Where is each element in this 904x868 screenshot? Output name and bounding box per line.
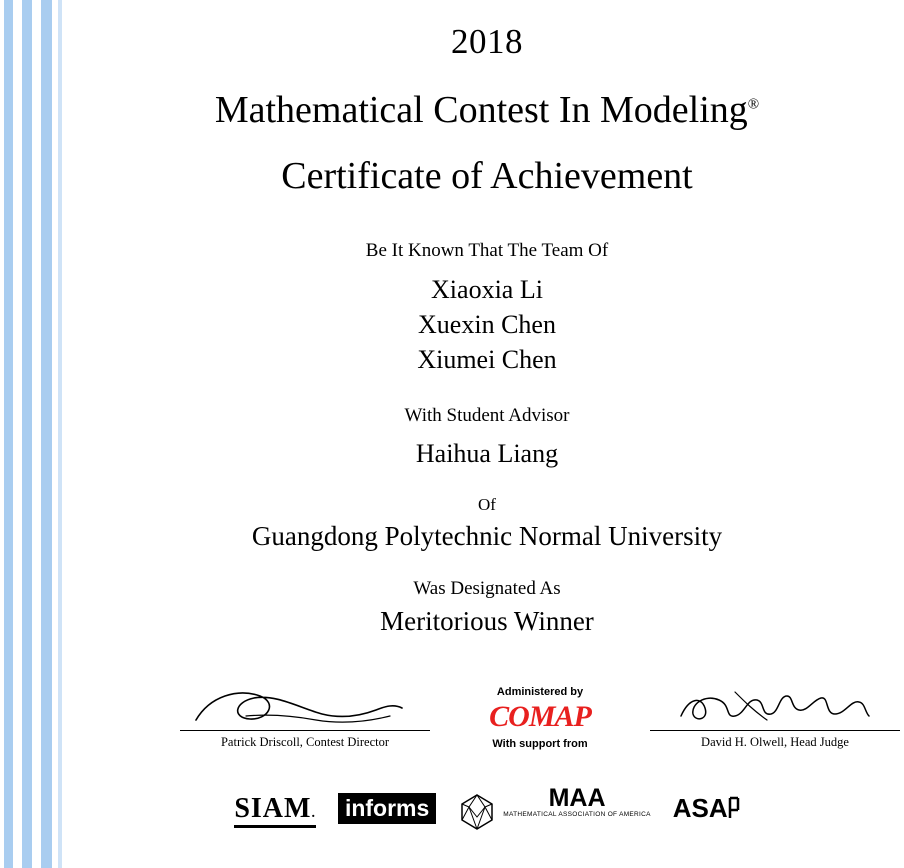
list-item: Xiumei Chen [417, 345, 557, 374]
sponsor-label-informs: informs [338, 793, 436, 824]
certificate-content [70, 0, 904, 637]
decorative-stripes [0, 0, 64, 868]
siam-dot-icon: . [311, 805, 316, 821]
signature-caption-right: David H. Olwell, Head Judge [701, 735, 849, 749]
registered-trademark-icon: ® [747, 96, 760, 113]
signature-caption-left: Patrick Driscoll, Contest Director [220, 735, 390, 749]
sponsor-logo-maa [458, 786, 651, 831]
comap-logo: COMAP [489, 700, 591, 733]
contest-year: 2018 [451, 22, 523, 61]
institution-name: Guangdong Polytechnic Normal University [251, 521, 723, 551]
administered-by-label: Administered by [496, 686, 584, 698]
advisor-name: Haihua Liang [415, 439, 559, 468]
award-title: Meritorious Winner [380, 606, 594, 636]
team-lead-in-text: Be It Known That The Team Of [365, 240, 609, 261]
advisor-lead-in-text: With Student Advisor [404, 405, 570, 426]
sponsor-logo-asa [673, 793, 740, 824]
stripe-4 [58, 0, 62, 868]
signature-row [70, 686, 904, 776]
stripe-2 [22, 0, 32, 868]
sponsor-label-maa: MAA [548, 784, 606, 812]
team-member-list [70, 272, 904, 377]
asa-mark-icon [728, 796, 740, 822]
contest-title-line-1 [70, 88, 904, 132]
stripe-1 [4, 0, 13, 868]
administering-organization-block [445, 686, 635, 750]
sponsor-label-siam: SIAM [234, 792, 312, 824]
handwritten-signature-icon [675, 686, 875, 730]
of-label: Of [478, 495, 496, 514]
designation-lead-in-text: Was Designated As [413, 578, 561, 599]
sponsor-logo-informs [338, 795, 436, 822]
list-item: Xiaoxia Li [431, 275, 543, 304]
polyhedron-icon [458, 793, 496, 831]
handwritten-signature-icon [190, 686, 420, 730]
contest-title-text: Mathematical Contest In Modeling [214, 89, 748, 131]
signature-line [180, 730, 430, 731]
sponsor-logo-row [70, 786, 904, 834]
signature-block-right [650, 686, 900, 750]
sponsor-label-asa: ASA [672, 793, 728, 824]
stripe-3 [41, 0, 52, 868]
sponsor-logo-siam [234, 793, 316, 825]
sponsor-sublabel-maa: MATHEMATICAL ASSOCIATION OF AMERICA [503, 811, 651, 818]
support-from-label: With support from [492, 738, 588, 750]
list-item: Xuexin Chen [418, 310, 556, 339]
certificate-title-line-2: Certificate of Achievement [281, 155, 693, 197]
signature-line [650, 730, 900, 731]
signature-block-left [180, 686, 430, 750]
